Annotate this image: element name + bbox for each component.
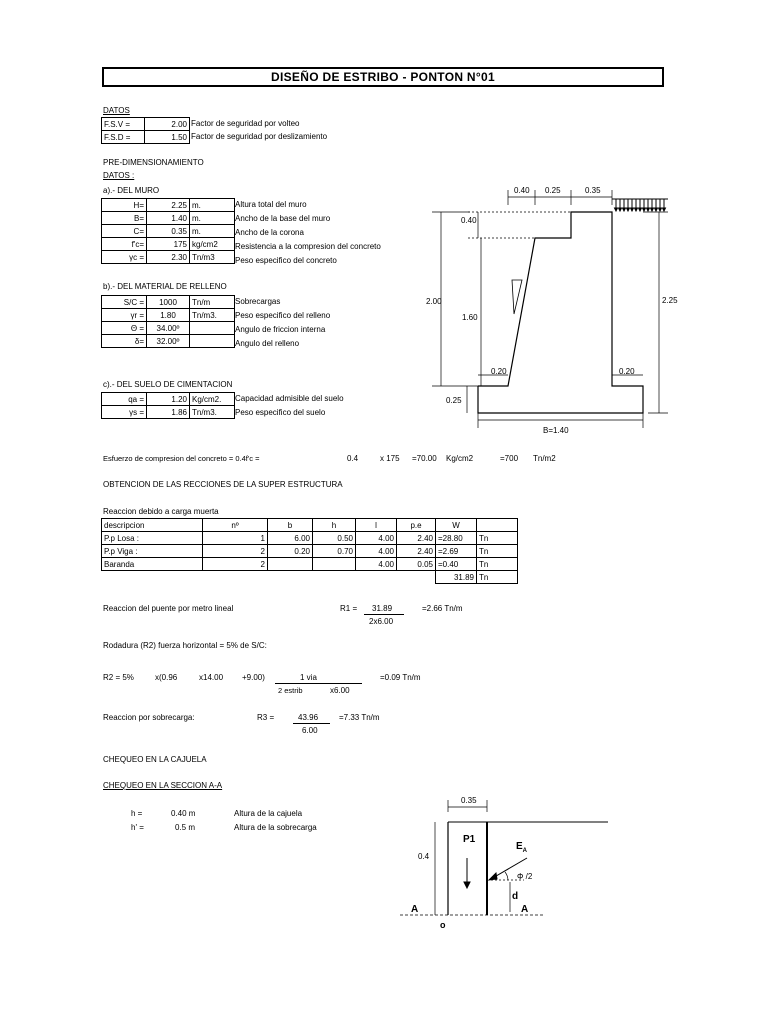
esfuerzo-v2: x 175 <box>380 454 400 463</box>
table-cell: P.p Losa : <box>102 532 203 545</box>
load-arrow-head <box>627 208 630 211</box>
load-arrow-head <box>623 208 626 211</box>
load-arrow-head <box>663 208 666 211</box>
suelo-label: γs = <box>102 406 147 419</box>
column-header: descripcion <box>102 519 203 532</box>
r1-den: 2x6.00 <box>369 617 394 626</box>
relleno-label: δ= <box>102 335 147 348</box>
a-left-label: A <box>411 904 419 915</box>
relleno-value: 32.00º <box>147 335 190 348</box>
r3-name: R3 = <box>257 713 275 722</box>
relleno-unit: Tn/m3. <box>190 309 235 322</box>
total-value: 31.89 <box>436 571 477 584</box>
chequeo-heading: CHEQUEO EN LA CAJUELA <box>103 755 207 764</box>
r2-num: 1 via <box>300 673 317 682</box>
muro-unit: m. <box>190 225 235 238</box>
table-cell: 0.05 <box>397 558 436 571</box>
dim-020-left: 0.20 <box>491 367 507 376</box>
dim-225: 2.25 <box>662 296 678 305</box>
column-header: h <box>313 519 356 532</box>
slope-triangle <box>512 280 522 314</box>
muro-unit: m. <box>190 212 235 225</box>
esfuerzo-u1: Kg/cm2 <box>446 454 474 463</box>
table-cell: 2 <box>203 545 268 558</box>
table-cell: Tn <box>477 545 518 558</box>
load-arrows <box>612 199 668 211</box>
dimension-lines <box>432 190 668 428</box>
load-arrow-head <box>647 208 650 211</box>
dim-top-2: 0.25 <box>545 186 561 195</box>
table-cell: Baranda <box>102 558 203 571</box>
r2-name: R2 = 5% <box>103 673 134 682</box>
dim-160: 1.60 <box>462 313 478 322</box>
column-header: nº <box>203 519 268 532</box>
load-arrow-head <box>655 208 658 211</box>
relleno-desc: Angulo del relleno <box>235 339 300 348</box>
muro-label: B= <box>102 212 147 225</box>
table-cell: =28.80 <box>436 532 477 545</box>
r1-num: 31.89 <box>372 604 393 613</box>
load-arrow-head <box>643 208 646 211</box>
chequeo-desc: Altura de la sobrecarga <box>234 823 317 832</box>
suelo-label: qa = <box>102 393 147 406</box>
r1-name: R1 = <box>340 604 358 613</box>
relleno-desc: Sobrecargas <box>235 297 281 306</box>
table-cell: =2.69 <box>436 545 477 558</box>
muro-value: 0.35 <box>147 225 190 238</box>
relleno-value: 1000 <box>147 296 190 309</box>
esfuerzo-u2: Tn/m2 <box>533 454 556 463</box>
dim-04: 0.4 <box>418 852 430 861</box>
load-arrow-head <box>639 208 642 211</box>
chequeo-label: h = <box>131 809 143 818</box>
datos-label: F.S.D = <box>102 131 145 144</box>
total-unit: Tn <box>477 571 518 584</box>
muro-desc: Peso especifico del concreto <box>235 256 337 265</box>
dim-035: 0.35 <box>461 796 477 805</box>
muro-value: 175 <box>147 238 190 251</box>
r2-result: =0.09 Tn/m <box>380 673 421 682</box>
ea-label: $E_A$ <box>516 841 528 854</box>
muro-unit: Tn/m3 <box>190 251 235 264</box>
page-title: DISEÑO DE ESTRIBO - PONTON N°01 <box>102 67 664 87</box>
relleno-label: S/C = <box>102 296 147 309</box>
column-header: W <box>436 519 477 532</box>
r3-label: Reaccion por sobrecarga: <box>103 713 195 722</box>
load-arrow-head <box>615 208 618 211</box>
load-arrow-head <box>619 208 622 211</box>
column-header: l <box>356 519 397 532</box>
muro-heading: a).- DEL MURO <box>103 186 160 195</box>
datos-value: 1.50 <box>145 131 190 144</box>
relleno-desc: Peso especifico del relleno <box>235 311 331 320</box>
relleno-heading: b).- DEL MATERIAL DE RELLENO <box>103 282 227 291</box>
table-cell: 0.20 <box>268 545 313 558</box>
table-cell: =0.40 <box>436 558 477 571</box>
table-cell: 1 <box>203 532 268 545</box>
datos-desc: Factor de seguridad por volteo <box>191 119 300 128</box>
load-arrow-head <box>635 208 638 211</box>
predim-sub: DATOS : <box>103 171 135 180</box>
table-cell: 0.50 <box>313 532 356 545</box>
r1-label: Reaccion del puente por metro lineal <box>103 604 234 613</box>
muro-desc: Ancho de la corona <box>235 228 304 237</box>
phi-label: Φ /2 <box>517 872 533 881</box>
a-right-label: A <box>521 904 529 915</box>
muro-unit: kg/cm2 <box>190 238 235 251</box>
relleno-label: Θ = <box>102 322 147 335</box>
muro-label: H= <box>102 199 147 212</box>
chequeo-value: 0.5 m <box>175 823 196 832</box>
o-label: o <box>440 920 446 930</box>
relleno-value: 1.80 <box>147 309 190 322</box>
cajuela-diagram <box>400 800 608 915</box>
table-cell: 2.40 <box>397 545 436 558</box>
table-cell: 4.00 <box>356 532 397 545</box>
table-cell: 4.00 <box>356 558 397 571</box>
predim-heading: PRE-DIMENSIONAMIENTO <box>103 158 204 167</box>
chequeo-desc: Altura de la cajuela <box>234 809 303 818</box>
r3-num: 43.96 <box>298 713 319 722</box>
dim-025: 0.25 <box>446 396 462 405</box>
table-cell: Tn <box>477 558 518 571</box>
table-cell: 0.70 <box>313 545 356 558</box>
seccion-heading: CHEQUEO EN LA SECCION A-A <box>103 781 223 790</box>
suelo-value: 1.20 <box>147 393 190 406</box>
r3-den: 6.00 <box>302 726 318 735</box>
column-header: p.e <box>397 519 436 532</box>
r2-a: x(0.96 <box>155 673 178 682</box>
r2-den1: 2 estrib <box>278 686 303 695</box>
muro-desc: Altura total del muro <box>235 200 307 209</box>
load-arrow-head <box>631 208 634 211</box>
suelo-desc: Capacidad admisible del suelo <box>235 394 344 403</box>
r2-b: x14.00 <box>199 673 224 682</box>
r3-result: =7.33 Tn/m <box>339 713 380 722</box>
esfuerzo-v4: =700 <box>500 454 519 463</box>
reacciones-heading: OBTENCION DE LAS RECCIONES DE LA SUPER ESTRUCTURA <box>103 480 343 489</box>
muro-desc: Resistencia a la compresion del concreto <box>235 242 381 251</box>
d-label: d <box>512 891 519 902</box>
dim-200: 2.00 <box>426 297 442 306</box>
table-cell: 4.00 <box>356 545 397 558</box>
esfuerzo-v1: 0.4 <box>347 454 359 463</box>
suelo-value: 1.86 <box>147 406 190 419</box>
suelo-desc: Peso especifico del suelo <box>235 408 326 417</box>
r2-heading: Rodadura (R2) fuerza horizontal = 5% de S/C: <box>103 641 267 650</box>
suelo-heading: c).- DEL SUELO DE CIMENTACION <box>103 380 233 389</box>
abutment-outline <box>478 212 643 413</box>
esfuerzo-label: Esfuerzo de compresion del concreto = 0.4f'c = <box>103 454 260 463</box>
column-header: b <box>268 519 313 532</box>
datos-value: 2.00 <box>145 118 190 131</box>
chequeo-value: 0.40 m <box>171 809 196 818</box>
suelo-unit: Tn/m3. <box>190 406 235 419</box>
relleno-unit: Tn/m <box>190 296 235 309</box>
muro-label: γc = <box>102 251 147 264</box>
dimension-labels <box>426 186 678 435</box>
muro-label: f'c= <box>102 238 147 251</box>
table-cell: P.p Viga : <box>102 545 203 558</box>
r2-den2: x6.00 <box>330 686 350 695</box>
muro-unit: m. <box>190 199 235 212</box>
muro-value: 2.25 <box>147 199 190 212</box>
cajuela-labels <box>411 796 533 930</box>
r2-c: +9.00) <box>242 673 265 682</box>
suelo-unit: Kg/cm2. <box>190 393 235 406</box>
relleno-desc: Angulo de friccion interna <box>235 325 326 334</box>
dim-top-1: 0.40 <box>514 186 530 195</box>
table-cell: 6.00 <box>268 532 313 545</box>
p1-label: P1 <box>463 834 476 845</box>
muro-value: 2.30 <box>147 251 190 264</box>
chequeo-label: h' = <box>131 823 144 832</box>
muro-desc: Ancho de la base del muro <box>235 214 331 223</box>
dim-040: 0.40 <box>461 216 477 225</box>
table-cell: Tn <box>477 532 518 545</box>
dim-020-right: 0.20 <box>619 367 635 376</box>
dim-top-3: 0.35 <box>585 186 601 195</box>
table-cell: 2.40 <box>397 532 436 545</box>
relleno-value: 34.00º <box>147 322 190 335</box>
esfuerzo-v3: =70.00 <box>412 454 437 463</box>
muro-label: C= <box>102 225 147 238</box>
relleno-label: γr = <box>102 309 147 322</box>
table-cell: 2 <box>203 558 268 571</box>
load-arrow-head <box>659 208 662 211</box>
reacciones-sub: Reaccion debido a carga muerta <box>103 507 219 516</box>
datos-heading: DATOS <box>103 106 130 115</box>
datos-label: F.S.V = <box>102 118 145 131</box>
r1-result: =2.66 Tn/m <box>422 604 463 613</box>
datos-desc: Factor de seguridad por deslizamiento <box>191 132 328 141</box>
muro-value: 1.40 <box>147 212 190 225</box>
dim-base: B=1.40 <box>543 426 569 435</box>
load-arrow-head <box>651 208 654 211</box>
